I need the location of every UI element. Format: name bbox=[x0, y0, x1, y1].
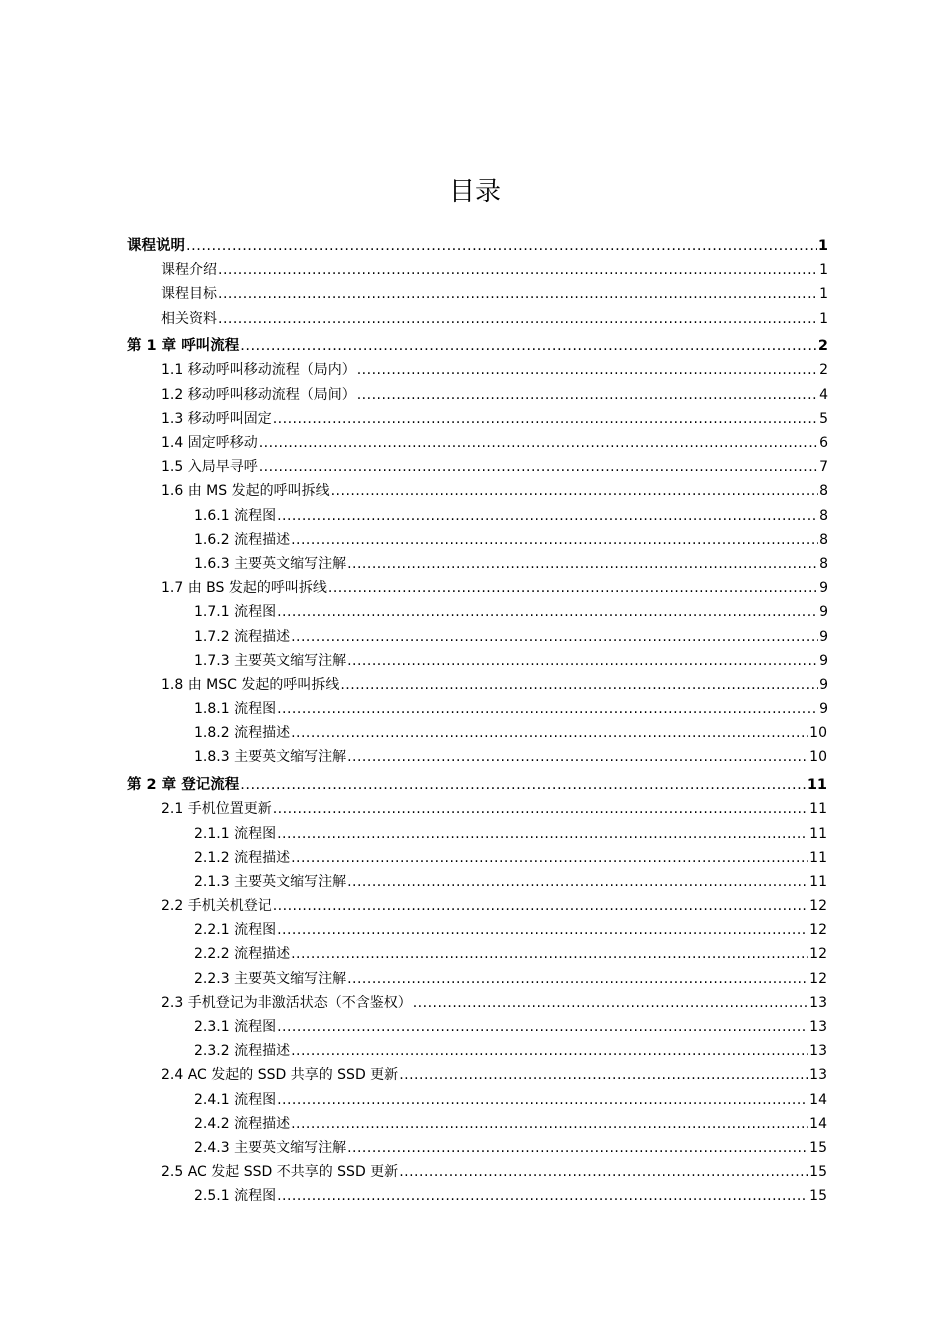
toc-dot-leader bbox=[277, 504, 818, 528]
toc-entry[interactable] bbox=[0, 745, 950, 769]
toc-entry[interactable] bbox=[0, 358, 950, 382]
toc-dot-leader bbox=[273, 797, 808, 821]
toc-page-number: 12 bbox=[809, 970, 827, 987]
toc-dot-leader bbox=[347, 649, 818, 673]
toc-entry-label: 课程说明 bbox=[127, 238, 185, 254]
toc-entry-label: 2.2.3 主要英文缩写注解 bbox=[194, 970, 347, 987]
toc-entry-label: 2.5 AC 发起 SSD 不共享的 SSD 更新 bbox=[161, 1164, 399, 1181]
toc-dot-leader bbox=[347, 870, 808, 894]
toc-dot-leader bbox=[259, 431, 818, 455]
toc-entry-label: 2.2 手机关机登记 bbox=[161, 898, 272, 915]
toc-entry[interactable] bbox=[0, 797, 950, 821]
toc-page-number: 13 bbox=[809, 1043, 827, 1060]
toc-entry[interactable] bbox=[0, 407, 950, 431]
toc-dot-leader bbox=[347, 967, 808, 991]
toc-page-number: 11 bbox=[809, 849, 827, 866]
toc-dot-leader bbox=[347, 745, 808, 769]
toc-page-number: 11 bbox=[809, 873, 827, 890]
toc-dot-leader bbox=[277, 600, 818, 624]
toc-entry-label: 1.6 由 MS 发起的呼叫拆线 bbox=[161, 483, 330, 500]
toc-entry[interactable] bbox=[0, 846, 950, 870]
toc-dot-leader bbox=[277, 1184, 808, 1208]
toc-entry-label: 1.8.1 流程图 bbox=[194, 701, 277, 718]
toc-entry-label: 1.6.3 主要英文缩写注解 bbox=[194, 555, 347, 572]
toc-dot-leader bbox=[331, 479, 818, 503]
toc-entry-label: 1.4 固定呼移动 bbox=[161, 435, 258, 451]
toc-entry[interactable] bbox=[0, 600, 950, 624]
toc-entry[interactable] bbox=[0, 894, 950, 918]
toc-entry-label: 2.1.1 流程图 bbox=[194, 825, 277, 842]
toc-entry[interactable] bbox=[0, 625, 950, 649]
toc-entry-label: 第 1 章 呼叫流程 bbox=[127, 338, 240, 355]
toc-page-number: 13 bbox=[809, 994, 827, 1011]
page-title: 目录 bbox=[448, 177, 501, 207]
toc-entry-label: 2.4.3 主要英文缩写注解 bbox=[194, 1139, 347, 1156]
toc-page-number: 6 bbox=[819, 435, 828, 451]
toc-entry-label: 课程目标 bbox=[161, 286, 217, 303]
toc-entry[interactable] bbox=[0, 576, 950, 600]
toc-entry[interactable] bbox=[0, 942, 950, 966]
toc-page-number: 4 bbox=[819, 386, 828, 403]
toc-entry[interactable] bbox=[0, 552, 950, 576]
toc-entry[interactable] bbox=[0, 479, 950, 503]
toc-page-number: 1 bbox=[819, 262, 828, 279]
toc-dot-leader bbox=[277, 1015, 808, 1039]
toc-chapter-entry[interactable] bbox=[0, 334, 950, 358]
toc-dot-leader bbox=[328, 576, 818, 600]
toc-dot-leader bbox=[291, 721, 808, 745]
toc-entry-label: 2.1.2 流程描述 bbox=[194, 849, 291, 866]
toc-page-number: 9 bbox=[819, 604, 828, 621]
toc-entry-label: 相关资料 bbox=[161, 310, 217, 327]
toc-dot-leader bbox=[291, 528, 818, 552]
toc-dot-leader bbox=[273, 894, 808, 918]
toc-entry-label: 2.2.1 流程图 bbox=[194, 922, 277, 939]
toc-page-number: 8 bbox=[819, 483, 828, 500]
toc-entry[interactable] bbox=[0, 1088, 950, 1112]
toc-dot-leader bbox=[357, 358, 818, 382]
toc-dot-leader bbox=[357, 383, 818, 407]
toc-entry-label: 2.2.2 流程描述 bbox=[194, 946, 291, 963]
toc-entry-label: 2.1.3 主要英文缩写注解 bbox=[194, 873, 347, 890]
toc-entry-label: 1.7.1 流程图 bbox=[194, 604, 277, 621]
toc-page-number: 11 bbox=[809, 825, 827, 842]
toc-page-number: 2 bbox=[817, 338, 828, 355]
toc-page-number: 10 bbox=[809, 725, 827, 742]
toc-page-number: 10 bbox=[809, 749, 827, 766]
toc-entry-label: 课程介绍 bbox=[161, 262, 217, 279]
toc-page-number: 1 bbox=[819, 286, 828, 303]
toc-entry-label: 1.7.2 流程描述 bbox=[194, 628, 291, 645]
toc-entry[interactable] bbox=[0, 967, 950, 991]
toc-entry[interactable] bbox=[0, 258, 950, 282]
toc-entry-label: 1.8.2 流程描述 bbox=[194, 725, 291, 742]
toc-entry-label: 第 2 章 登记流程 bbox=[127, 777, 240, 794]
toc-entry-label: 1.1 移动呼叫移动流程（局内） bbox=[161, 362, 356, 379]
toc-dot-leader bbox=[240, 334, 817, 358]
toc-entry[interactable] bbox=[0, 528, 950, 552]
toc-page-number: 12 bbox=[809, 922, 827, 939]
toc-entry[interactable] bbox=[0, 1063, 950, 1087]
toc-page-number: 15 bbox=[809, 1139, 827, 1156]
toc-entry[interactable] bbox=[0, 822, 950, 846]
toc-page-number: 7 bbox=[819, 459, 828, 476]
toc-page-number: 9 bbox=[819, 580, 828, 597]
toc-entry-label: 1.8.3 主要英文缩写注解 bbox=[194, 749, 347, 766]
toc-dot-leader bbox=[259, 455, 818, 479]
toc-dot-leader bbox=[218, 307, 818, 331]
toc-dot-leader bbox=[186, 234, 817, 258]
toc-page-number: 8 bbox=[819, 555, 828, 572]
toc-dot-leader bbox=[291, 846, 808, 870]
toc-page-number: 9 bbox=[819, 701, 828, 718]
toc-dot-leader bbox=[347, 552, 818, 576]
toc-entry-label: 1.3 移动呼叫固定 bbox=[161, 410, 272, 427]
toc-dot-leader bbox=[277, 697, 818, 721]
toc-dot-leader bbox=[340, 673, 818, 697]
toc-entry-label: 2.4.1 流程图 bbox=[194, 1091, 277, 1108]
toc-page-number: 15 bbox=[809, 1164, 827, 1181]
toc-entry-label: 2.3.2 流程描述 bbox=[194, 1043, 291, 1060]
toc-page-number: 8 bbox=[819, 531, 828, 548]
toc-entry[interactable] bbox=[0, 1160, 950, 1184]
toc-entry-label: 2.3 手机登记为非激活状态（不含鉴权） bbox=[161, 994, 412, 1011]
toc-entry[interactable] bbox=[0, 1039, 950, 1063]
toc-page-number: 5 bbox=[819, 410, 828, 427]
toc-page-number: 1 bbox=[819, 310, 828, 327]
toc-dot-leader bbox=[291, 1112, 808, 1136]
toc-dot-leader bbox=[277, 918, 808, 942]
toc-entry[interactable] bbox=[0, 1136, 950, 1160]
toc-entry[interactable] bbox=[0, 697, 950, 721]
toc-entry[interactable] bbox=[0, 918, 950, 942]
toc-entry[interactable] bbox=[0, 282, 950, 306]
toc-entry-label: 1.2 移动呼叫移动流程（局间） bbox=[161, 386, 356, 403]
toc-chapter-entry[interactable] bbox=[0, 773, 950, 797]
toc-entry-label: 2.1 手机位置更新 bbox=[161, 801, 272, 818]
toc-dot-leader bbox=[413, 991, 808, 1015]
toc-entry[interactable] bbox=[0, 504, 950, 528]
toc-page-number: 9 bbox=[819, 628, 828, 645]
toc-entry[interactable] bbox=[0, 1184, 950, 1208]
toc-dot-leader bbox=[399, 1160, 808, 1184]
toc-dot-leader bbox=[277, 1088, 808, 1112]
toc-entry-label: 1.6.1 流程图 bbox=[194, 507, 277, 524]
toc-page-number: 11 bbox=[806, 777, 827, 794]
toc-entry[interactable] bbox=[0, 649, 950, 673]
toc-page-number: 11 bbox=[809, 801, 827, 818]
toc-entry[interactable] bbox=[0, 870, 950, 894]
toc-entry[interactable] bbox=[0, 1015, 950, 1039]
toc-page-number: 12 bbox=[809, 946, 827, 963]
toc-dot-leader bbox=[277, 822, 808, 846]
toc-page-number: 9 bbox=[819, 676, 828, 693]
toc-entry-label: 1.8 由 MSC 发起的呼叫拆线 bbox=[161, 676, 340, 693]
toc-page-number: 8 bbox=[819, 507, 828, 524]
toc-entry[interactable] bbox=[0, 721, 950, 745]
toc-entry-label: 2.3.1 流程图 bbox=[194, 1019, 277, 1035]
toc-page-number: 2 bbox=[819, 362, 828, 379]
toc-entry-label: 2.4.2 流程描述 bbox=[194, 1115, 291, 1132]
toc-page-number: 13 bbox=[809, 1067, 827, 1084]
toc-entry[interactable] bbox=[0, 1112, 950, 1136]
toc-entry[interactable] bbox=[0, 307, 950, 331]
toc-dot-leader bbox=[291, 1039, 808, 1063]
toc-dot-leader bbox=[347, 1136, 808, 1160]
toc-chapter-entry[interactable] bbox=[0, 234, 950, 258]
toc-entry-label: 2.4 AC 发起的 SSD 共享的 SSD 更新 bbox=[161, 1067, 399, 1084]
toc-entry[interactable] bbox=[0, 673, 950, 697]
toc-entry-label: 2.5.1 流程图 bbox=[194, 1188, 277, 1205]
toc-page-number: 14 bbox=[809, 1091, 827, 1108]
toc-page-number: 14 bbox=[809, 1115, 827, 1132]
toc-page-number: 12 bbox=[809, 898, 827, 915]
toc-page-number: 13 bbox=[809, 1019, 827, 1035]
toc-entry-label: 1.7 由 BS 发起的呼叫拆线 bbox=[161, 580, 327, 597]
toc-entry[interactable] bbox=[0, 431, 950, 455]
toc-dot-leader bbox=[291, 942, 808, 966]
toc-dot-leader bbox=[273, 407, 818, 431]
toc-entry-label: 1.7.3 主要英文缩写注解 bbox=[194, 652, 347, 669]
toc-dot-leader bbox=[291, 625, 818, 649]
toc-dot-leader bbox=[399, 1063, 808, 1087]
toc-entry[interactable] bbox=[0, 383, 950, 407]
toc-page-number: 9 bbox=[819, 652, 828, 669]
toc-page-number: 15 bbox=[809, 1188, 827, 1205]
toc-entry-label: 1.5 入局早寻呼 bbox=[161, 459, 258, 476]
toc-dot-leader bbox=[240, 773, 806, 797]
toc-entry[interactable] bbox=[0, 455, 950, 479]
toc-page-number: 1 bbox=[817, 238, 828, 254]
toc-dot-leader bbox=[218, 282, 818, 306]
toc-entry[interactable] bbox=[0, 991, 950, 1015]
toc-dot-leader bbox=[218, 258, 818, 282]
toc-entry-label: 1.6.2 流程描述 bbox=[194, 531, 291, 548]
table-of-contents bbox=[0, 234, 950, 1209]
